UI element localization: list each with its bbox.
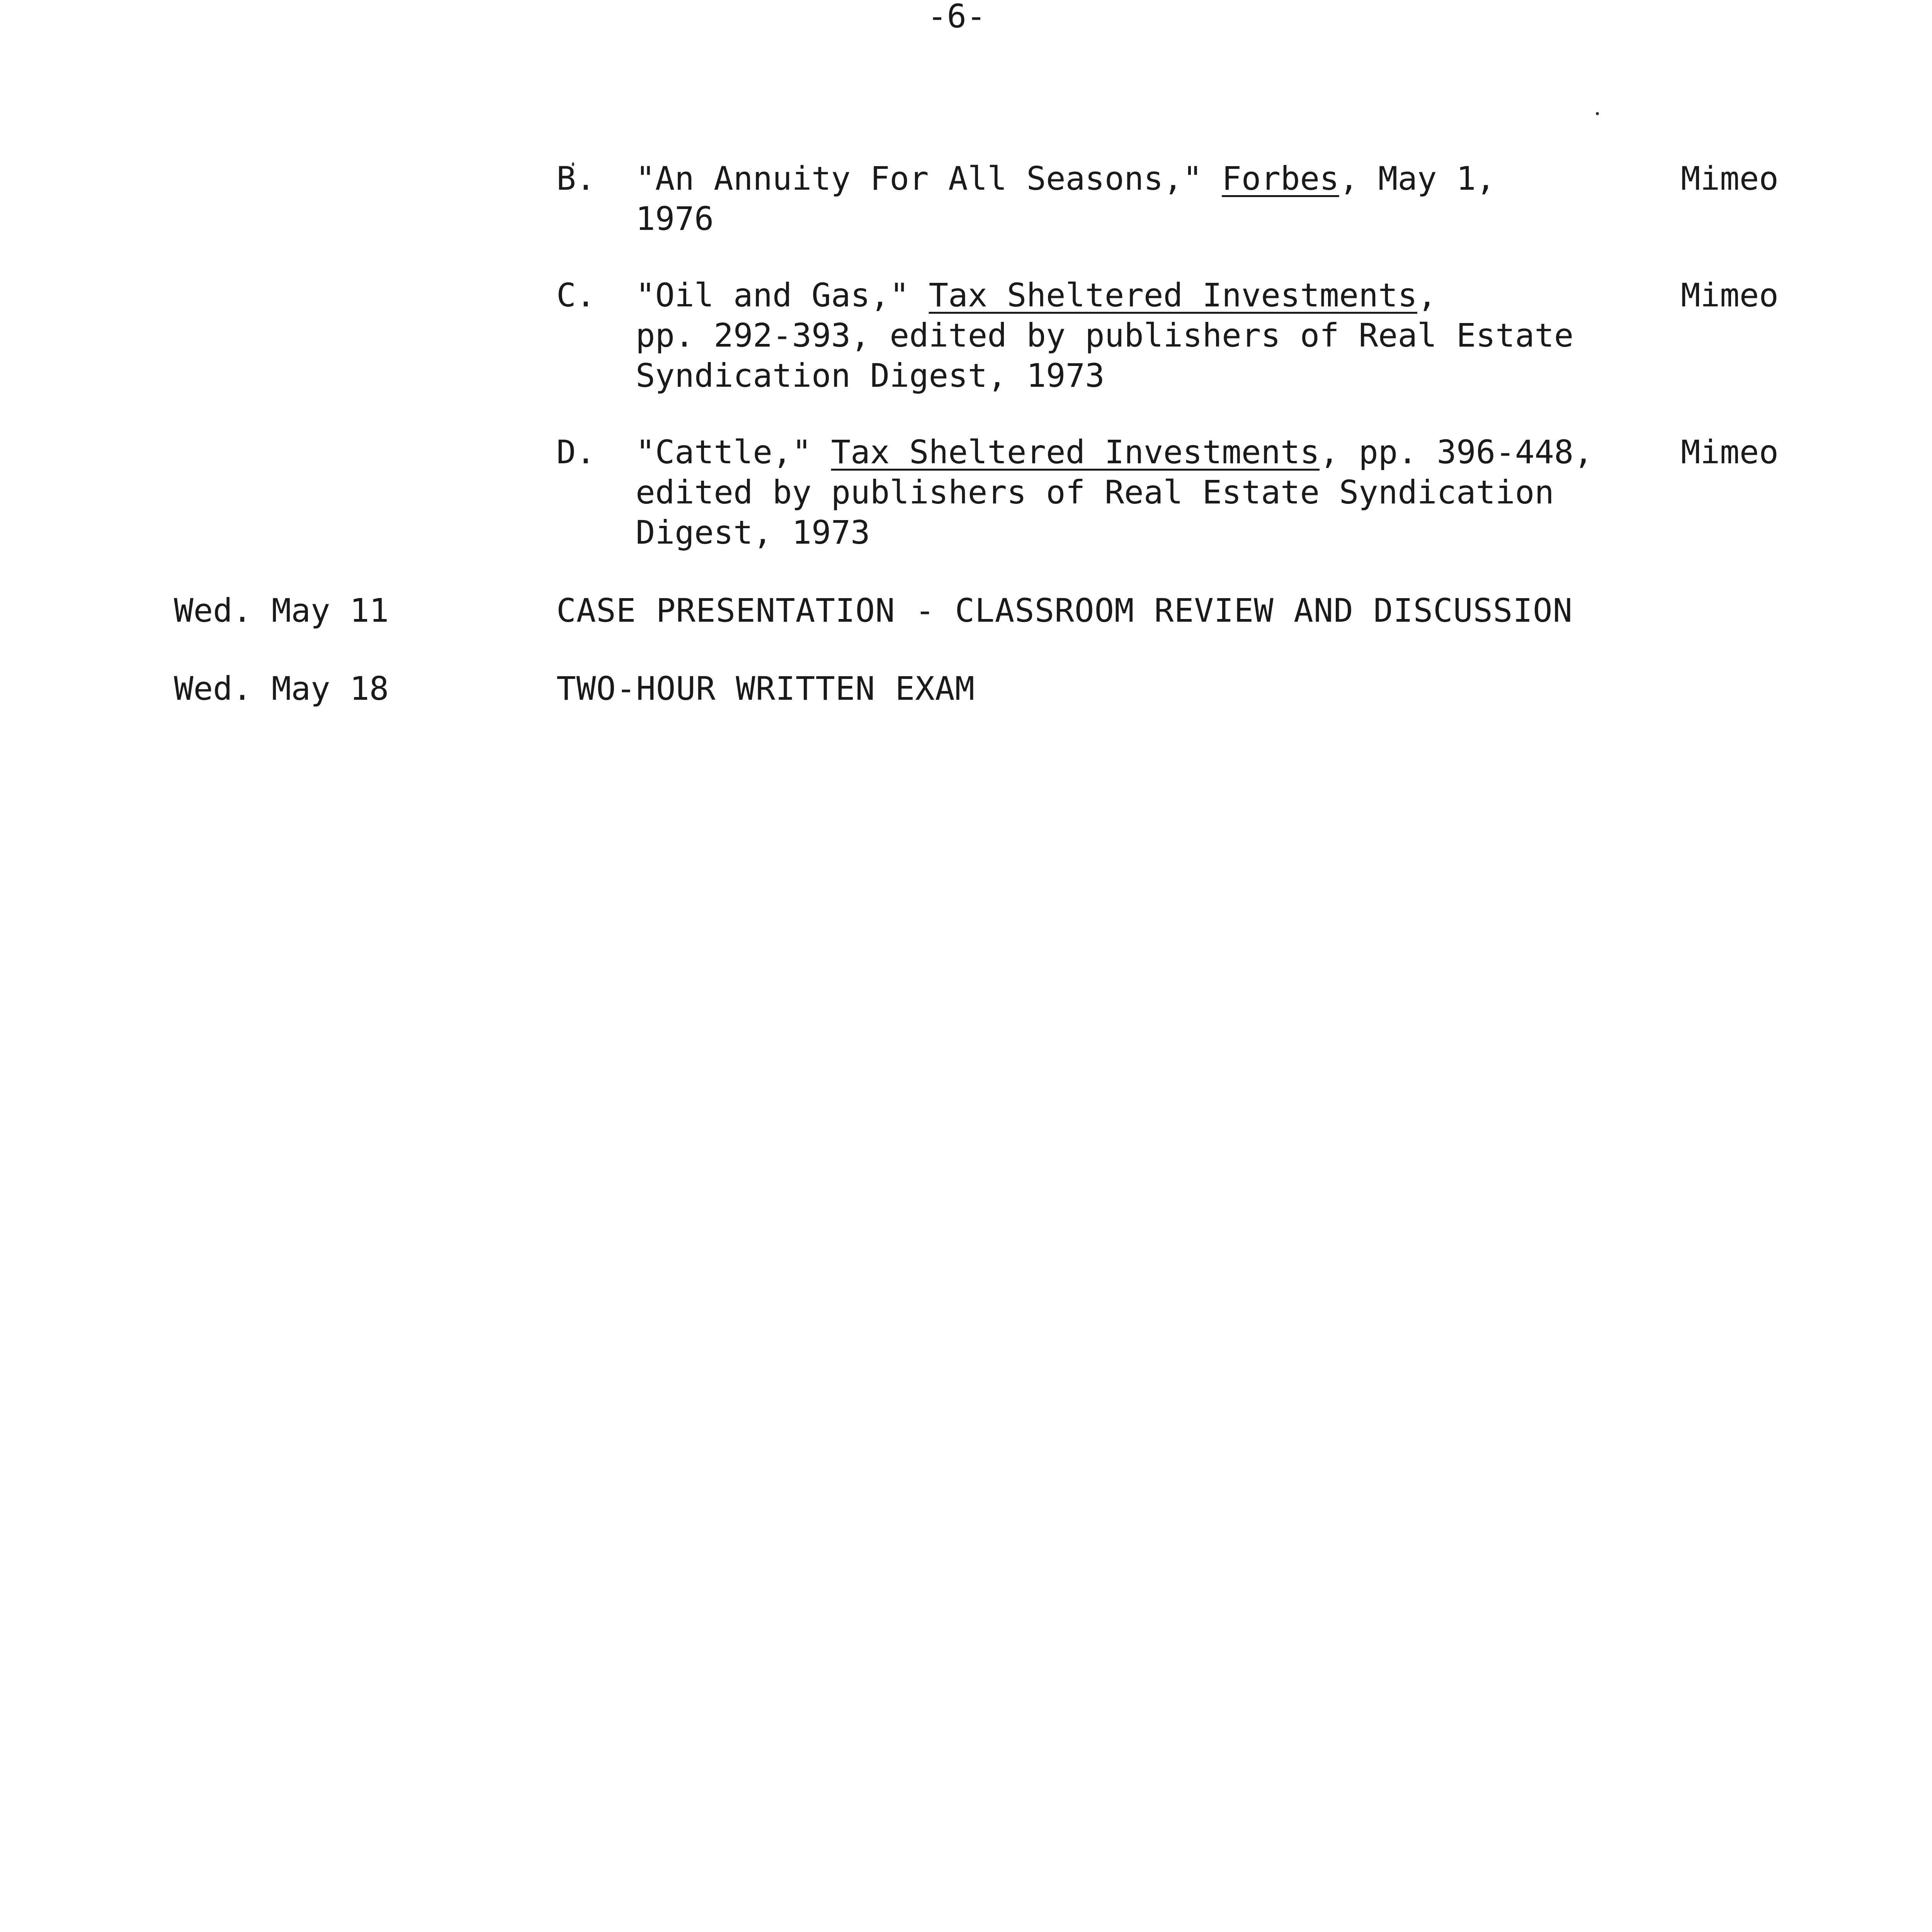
citation-text: 1976 — [636, 200, 714, 238]
reading-letter: B. — [556, 160, 596, 197]
citation-line — [636, 275, 1660, 315]
publication-title: Tax Sheltered Investments — [831, 433, 1320, 471]
source-note: Mimeo — [1681, 433, 1779, 471]
schedule-activity: CASE PRESENTATION - CLASSROOM REVIEW AND DISCUSSION — [556, 592, 1573, 629]
reading-citation — [636, 432, 1660, 553]
citation-text: "Oil and Gas," — [636, 276, 929, 314]
schedule-date: Wed. May 11 — [174, 592, 389, 629]
citation-text: "Cattle," — [636, 433, 831, 471]
citation-line — [636, 355, 1660, 396]
citation-text: "An Annuity For All Seasons," — [636, 160, 1222, 197]
citation-text: , — [1417, 276, 1437, 314]
publication-title: Tax Sheltered Investments — [929, 276, 1417, 314]
publication-title: Forbes — [1222, 160, 1339, 197]
citation-text: Syndication Digest, 1973 — [636, 357, 1105, 395]
citation-text: , May 1, — [1339, 160, 1496, 197]
citation-line — [636, 158, 1660, 199]
citation-text: Digest, 1973 — [636, 514, 870, 551]
citation-line — [636, 472, 1660, 512]
schedule-date: Wed. May 18 — [174, 670, 389, 707]
reading-letter: C. — [556, 276, 596, 314]
source-note: Mimeo — [1681, 276, 1779, 314]
schedule-activity: TWO-HOUR WRITTEN EXAM — [556, 670, 975, 707]
reading-letter: D. — [556, 433, 596, 471]
citation-line — [636, 199, 1660, 239]
reading-citation — [636, 275, 1660, 396]
citation-line — [636, 432, 1660, 472]
citation-text: edited by publishers of Real Estate Syndication — [636, 473, 1554, 511]
citation-line — [636, 512, 1660, 553]
reading-citation — [636, 158, 1660, 239]
citation-text: , pp. 396-448, — [1320, 433, 1594, 471]
page-number: -6- — [927, 0, 986, 35]
citation-text: pp. 292-393, edited by publishers of Real Estate — [636, 316, 1574, 354]
scan-speck — [1596, 112, 1599, 115]
source-note: Mimeo — [1681, 160, 1779, 197]
citation-line — [636, 315, 1660, 355]
